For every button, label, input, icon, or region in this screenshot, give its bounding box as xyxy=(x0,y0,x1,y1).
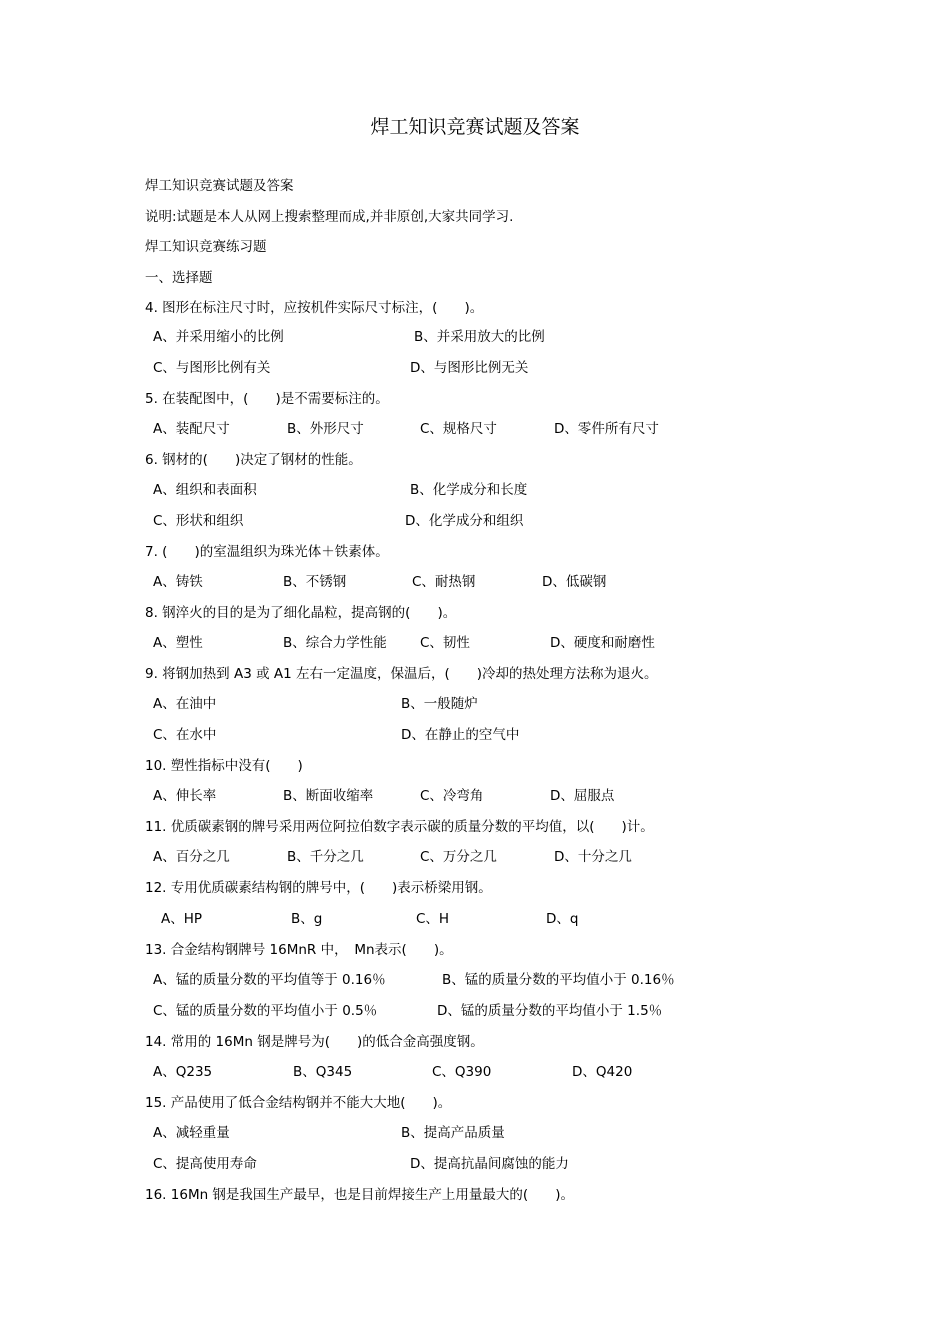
question-14: 14. 常用的 16Mn 钢是牌号为( )的低合金高强度钢。 xyxy=(145,1034,484,1050)
option-a: A、并采用缩小的比例 xyxy=(153,329,284,345)
option-c: C、H xyxy=(416,911,450,927)
option-b: B、一般随炉 xyxy=(401,696,478,712)
option-c: C、耐热钢 xyxy=(412,574,476,590)
option-d: D、提高抗晶间腐蚀的能力 xyxy=(410,1156,569,1172)
option-b: B、外形尺寸 xyxy=(287,421,364,437)
option-a: A、锰的质量分数的平均值等于 0.16％ xyxy=(153,972,386,988)
option-a: A、组织和表面积 xyxy=(153,482,257,498)
option-d: D、锰的质量分数的平均值小于 1.5％ xyxy=(437,1003,663,1019)
option-b: B、千分之几 xyxy=(287,849,364,865)
option-a: A、伸长率 xyxy=(153,788,217,804)
option-b: B、化学成分和长度 xyxy=(410,482,528,498)
option-b: B、并采用放大的比例 xyxy=(414,329,545,345)
question-10: 10. 塑性指标中没有( ) xyxy=(145,758,303,774)
option-b: B、Q345 xyxy=(293,1064,353,1080)
intro-heading: 焊工知识竞赛试题及答案 xyxy=(145,178,294,194)
option-d: D、在静止的空气中 xyxy=(401,727,520,743)
intro-subtitle: 焊工知识竞赛练习题 xyxy=(145,239,267,255)
section-heading: 一、选择题 xyxy=(145,270,213,286)
question-13: 13. 合金结构钢牌号 16MnR 中， Mn表示( )。 xyxy=(145,942,453,958)
option-c: C、锰的质量分数的平均值小于 0.5％ xyxy=(153,1003,378,1019)
option-d: D、与图形比例无关 xyxy=(410,360,529,376)
option-d: D、q xyxy=(546,911,579,927)
option-d: D、低碳钢 xyxy=(542,574,607,590)
option-d: D、十分之几 xyxy=(554,849,632,865)
question-9: 9. 将钢加热到 A3 或 A1 左右一定温度，保温后，( )冷却的热处理方法称为退火。 xyxy=(145,666,658,682)
question-15: 15. 产品使用了低合金结构钢并不能大大地( )。 xyxy=(145,1095,452,1111)
option-a: A、在油中 xyxy=(153,696,217,712)
option-c: C、冷弯角 xyxy=(420,788,484,804)
question-7: 7. ( )的室温组织为珠光体＋铁素体。 xyxy=(145,544,389,560)
option-b: B、锰的质量分数的平均值小于 0.16％ xyxy=(442,972,675,988)
option-c: C、与图形比例有关 xyxy=(153,360,271,376)
intro-note: 说明:试题是本人从网上搜索整理而成,并非原创,大家共同学习. xyxy=(145,209,514,225)
option-c: C、韧性 xyxy=(420,635,470,651)
question-6: 6. 钢材的( )决定了钢材的性能。 xyxy=(145,452,362,468)
question-12: 12. 专用优质碳素结构钢的牌号中，( )表示桥梁用钢。 xyxy=(145,880,492,896)
document-title: 焊工知识竞赛试题及答案 xyxy=(370,116,580,138)
option-c: C、形状和组织 xyxy=(153,513,244,529)
option-a: A、HP xyxy=(161,911,203,927)
option-b: B、提高产品质量 xyxy=(401,1125,505,1141)
option-a: A、减轻重量 xyxy=(153,1125,230,1141)
option-d: D、Q420 xyxy=(572,1064,633,1080)
option-a: A、百分之几 xyxy=(153,849,230,865)
question-5: 5. 在装配图中，( )是不需要标注的。 xyxy=(145,391,389,407)
option-d: D、化学成分和组织 xyxy=(405,513,524,529)
option-d: D、零件所有尺寸 xyxy=(554,421,659,437)
question-4: 4. 图形在标注尺寸时，应按机件实际尺寸标注，( )。 xyxy=(145,300,484,316)
option-b: B、不锈钢 xyxy=(283,574,347,590)
option-a: A、装配尺寸 xyxy=(153,421,230,437)
option-c: C、Q390 xyxy=(432,1064,492,1080)
option-d: D、屈服点 xyxy=(550,788,615,804)
option-d: D、硬度和耐磨性 xyxy=(550,635,655,651)
option-b: B、断面收缩率 xyxy=(283,788,374,804)
question-16: 16. 16Mn 钢是我国生产最早，也是目前焊接生产上用量最大的( )。 xyxy=(145,1187,574,1203)
option-b: B、综合力学性能 xyxy=(283,635,387,651)
option-c: C、提高使用寿命 xyxy=(153,1156,257,1172)
question-11: 11. 优质碳素钢的牌号采用两位阿拉伯数字表示碳的质量分数的平均值，以( )计。 xyxy=(145,819,654,835)
option-c: C、万分之几 xyxy=(420,849,497,865)
option-b: B、g xyxy=(291,911,323,927)
option-a: A、铸铁 xyxy=(153,574,203,590)
option-a: A、Q235 xyxy=(153,1064,213,1080)
option-c: C、在水中 xyxy=(153,727,217,743)
option-c: C、规格尺寸 xyxy=(420,421,497,437)
question-8: 8. 钢淬火的目的是为了细化晶粒，提高钢的( )。 xyxy=(145,605,457,621)
option-a: A、塑性 xyxy=(153,635,203,651)
